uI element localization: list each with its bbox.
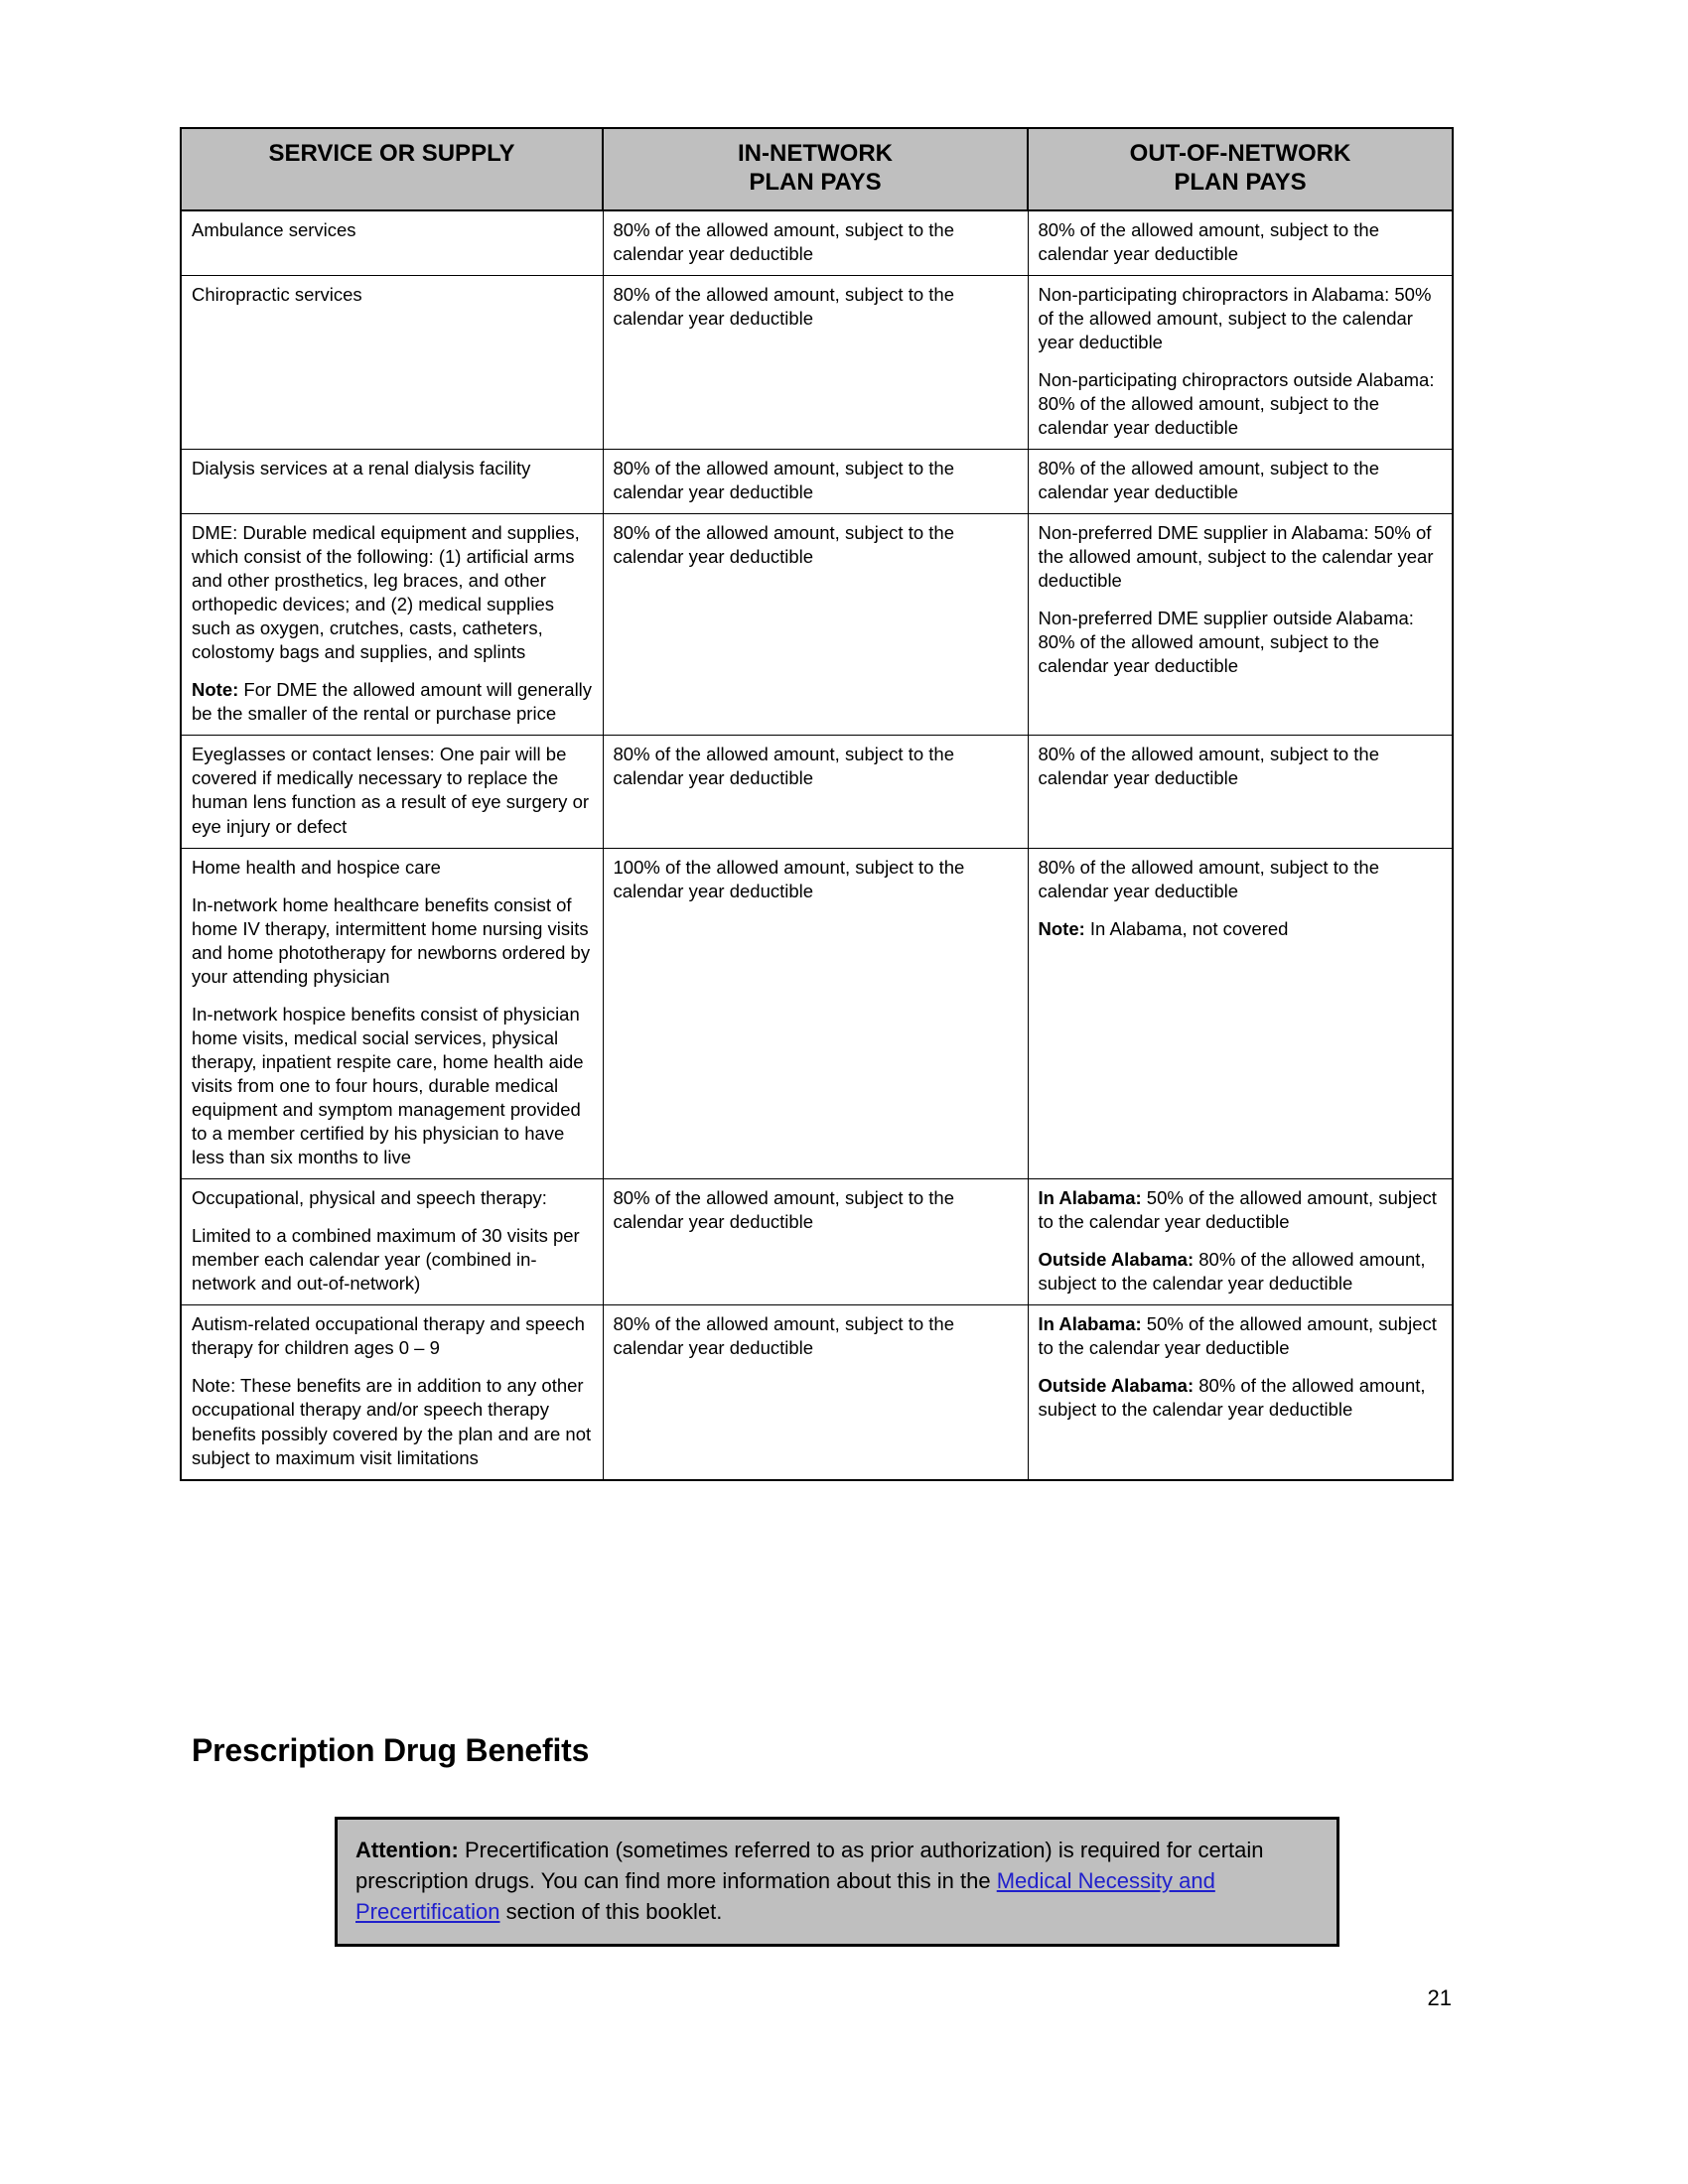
in-network-header-line1: IN-NETWORK [738, 140, 893, 167]
in-network-text: 80% of the allowed amount, subject to the calendar year deductible [613, 457, 954, 502]
in-network-cell [603, 1179, 1028, 1305]
note-text: For DME the allowed amount will generally be the smaller of the rental or purchase price [192, 679, 593, 725]
outside-alabama-label: Outside Alabama: [1038, 1375, 1195, 1397]
outside-alabama-label: Outside Alabama: [1038, 1249, 1195, 1271]
column-header-service-or-supply [181, 128, 603, 210]
out-of-network-text: Non-preferred DME supplier outside Alabama: 80% of the allowed amount, subject to the calendar year deductible [1038, 608, 1414, 677]
out-of-network-text: 80% of the allowed amount, subject to the calendar year deductible [1038, 457, 1379, 502]
out-of-network-text: Non-participating chiropractors outside Alabama: 80% of the allowed amount, subject to the calendar year deductible [1038, 368, 1435, 438]
table-row [181, 210, 1453, 276]
out-of-network-text: 80% of the allowed amount, subject to the calendar year deductible [1038, 744, 1379, 789]
in-network-text: 80% of the allowed amount, subject to the calendar year deductible [613, 1313, 954, 1359]
service-text: In-network home healthcare benefits consist of home IV therapy, intermittent home nursing visits and home phototherapy for newborns ordered by your attending physician [192, 893, 591, 987]
table-row [181, 848, 1453, 1179]
in-network-text: 80% of the allowed amount, subject to the calendar year deductible [613, 522, 954, 568]
benefits-table [180, 127, 1454, 1481]
table-row [181, 1179, 1453, 1305]
service-text: Home health and hospice care [192, 856, 441, 878]
service-cell [181, 848, 603, 1179]
column-header-in-network [603, 128, 1028, 210]
page-section-heading: Prescription Drug Benefits [192, 1732, 590, 1768]
in-network-text: 80% of the allowed amount, subject to the calendar year deductible [613, 283, 954, 329]
service-text: Dialysis services at a renal dialysis facility [192, 457, 531, 478]
attention-callout-box [335, 1817, 1339, 1947]
in-network-text: 80% of the allowed amount, subject to the calendar year deductible [613, 1187, 954, 1233]
out-of-network-outside-alabama [1039, 1248, 1443, 1296]
column-header-out-of-network [1028, 128, 1453, 210]
in-alabama-text: 50% of the allowed amount, subject to the calendar year deductible [1038, 1187, 1437, 1233]
out-of-network-text: Non-participating chiropractors in Alabama: 50% of the allowed amount, subject to the calendar year deductible [1038, 283, 1432, 352]
out-of-network-outside-alabama [1039, 1374, 1443, 1422]
in-network-cell [603, 514, 1028, 736]
out-of-network-text: Non-preferred DME supplier in Alabama: 50% of the allowed amount, subject to the calendar year deductible [1038, 522, 1434, 592]
service-text: Occupational, physical and speech therapy: [192, 1187, 547, 1209]
attention-text-after-link: section of this booklet. [499, 1899, 723, 1925]
service-cell [181, 514, 603, 736]
service-text: Autism-related occupational therapy and speech therapy for children ages 0 – 9 [192, 1313, 585, 1359]
table-row [181, 514, 1453, 736]
service-text: Ambulance services [192, 218, 356, 240]
attention-text-before-link: Precertification (sometimes referred to as prior authorization) is required for certain prescription drugs. You can find more information about this in the [355, 1838, 1264, 1894]
out-of-network-text: 80% of the allowed amount, subject to the calendar year deductible [1038, 856, 1379, 901]
in-network-cell [603, 275, 1028, 449]
in-network-cell [603, 210, 1028, 276]
out-of-network-cell [1028, 848, 1453, 1179]
outside-alabama-text: 80% of the allowed amount, subject to the calendar year deductible [1038, 1375, 1426, 1421]
out-of-network-cell [1028, 1179, 1453, 1305]
in-alabama-label: In Alabama: [1038, 1313, 1142, 1335]
service-text: Limited to a combined maximum of 30 visits per member each calendar year (combined in-network and out-of-network) [192, 1225, 580, 1295]
out-of-network-cell [1028, 736, 1453, 848]
service-note [192, 678, 593, 726]
in-alabama-text: 50% of the allowed amount, subject to the calendar year deductible [1038, 1313, 1437, 1359]
service-cell [181, 210, 603, 276]
in-network-cell [603, 1305, 1028, 1480]
table-row [181, 1305, 1453, 1480]
out-of-network-cell [1028, 275, 1453, 449]
out-of-network-header-line2: PLAN PAYS [1174, 169, 1307, 197]
service-text: Eyeglasses or contact lenses: One pair will be covered if medically necessary to replace the human lens function as a result of eye surgery or eye injury or defect [192, 744, 590, 837]
page-number: 21 [1427, 1985, 1452, 2010]
in-network-cell [603, 449, 1028, 513]
out-of-network-in-alabama [1039, 1312, 1443, 1360]
out-of-network-cell [1028, 449, 1453, 513]
note-text: In Alabama, not covered [1084, 917, 1289, 939]
service-cell [181, 1179, 603, 1305]
medical-necessity-precertification-link[interactable]: Medical Necessity and Precertification [355, 1868, 1215, 1925]
in-alabama-label: In Alabama: [1038, 1187, 1142, 1209]
table-row [181, 275, 1453, 449]
note-label: Note: [192, 679, 239, 701]
attention-label: Attention: [355, 1838, 459, 1862]
service-text: DME: Durable medical equipment and supplies, which consist of the following: (1) artificial arms and other prosthetics, leg braces, and other orthopedic devices; and (2) medical supplies such as oxygen, crutches, casts, catheters, colostomy bags and supplies, and splints [192, 522, 580, 663]
service-text: In-network hospice benefits consist of physician home visits, medical social services, physical therapy, inpatient respite care, home health aide visits from one to four hours, durable medical equipment and symptom management provided to a member certified by his physician to have less than six months to live [192, 1003, 584, 1168]
service-cell [181, 275, 603, 449]
in-network-text: 100% of the allowed amount, subject to the calendar year deductible [613, 856, 965, 901]
column-header-service-label: SERVICE OR SUPPLY [268, 140, 515, 167]
out-of-network-cell [1028, 1305, 1453, 1480]
in-network-cell [603, 848, 1028, 1179]
out-of-network-text: 80% of the allowed amount, subject to the calendar year deductible [1038, 218, 1379, 264]
out-of-network-in-alabama [1039, 1186, 1443, 1234]
service-cell [181, 736, 603, 848]
in-network-text: 80% of the allowed amount, subject to the calendar year deductible [613, 744, 954, 789]
note-label: Note: [1038, 917, 1085, 939]
out-of-network-header-line1: OUT-OF-NETWORK [1129, 140, 1351, 167]
table-header-row [181, 128, 1453, 210]
in-network-header-line2: PLAN PAYS [749, 169, 882, 197]
out-of-network-cell [1028, 210, 1453, 276]
in-network-cell [603, 736, 1028, 848]
in-network-text: 80% of the allowed amount, subject to the calendar year deductible [613, 218, 954, 264]
service-cell [181, 449, 603, 513]
service-cell [181, 1305, 603, 1480]
table-row [181, 736, 1453, 848]
service-note: Note: These benefits are in addition to any other occupational therapy and/or speech therapy benefits possibly covered by the plan and are not subject to maximum visit limitations [192, 1375, 592, 1468]
service-text: Chiropractic services [192, 283, 362, 305]
out-of-network-note [1039, 917, 1443, 941]
table-row [181, 449, 1453, 513]
out-of-network-cell [1028, 514, 1453, 736]
outside-alabama-text: 80% of the allowed amount, subject to the calendar year deductible [1038, 1249, 1426, 1295]
